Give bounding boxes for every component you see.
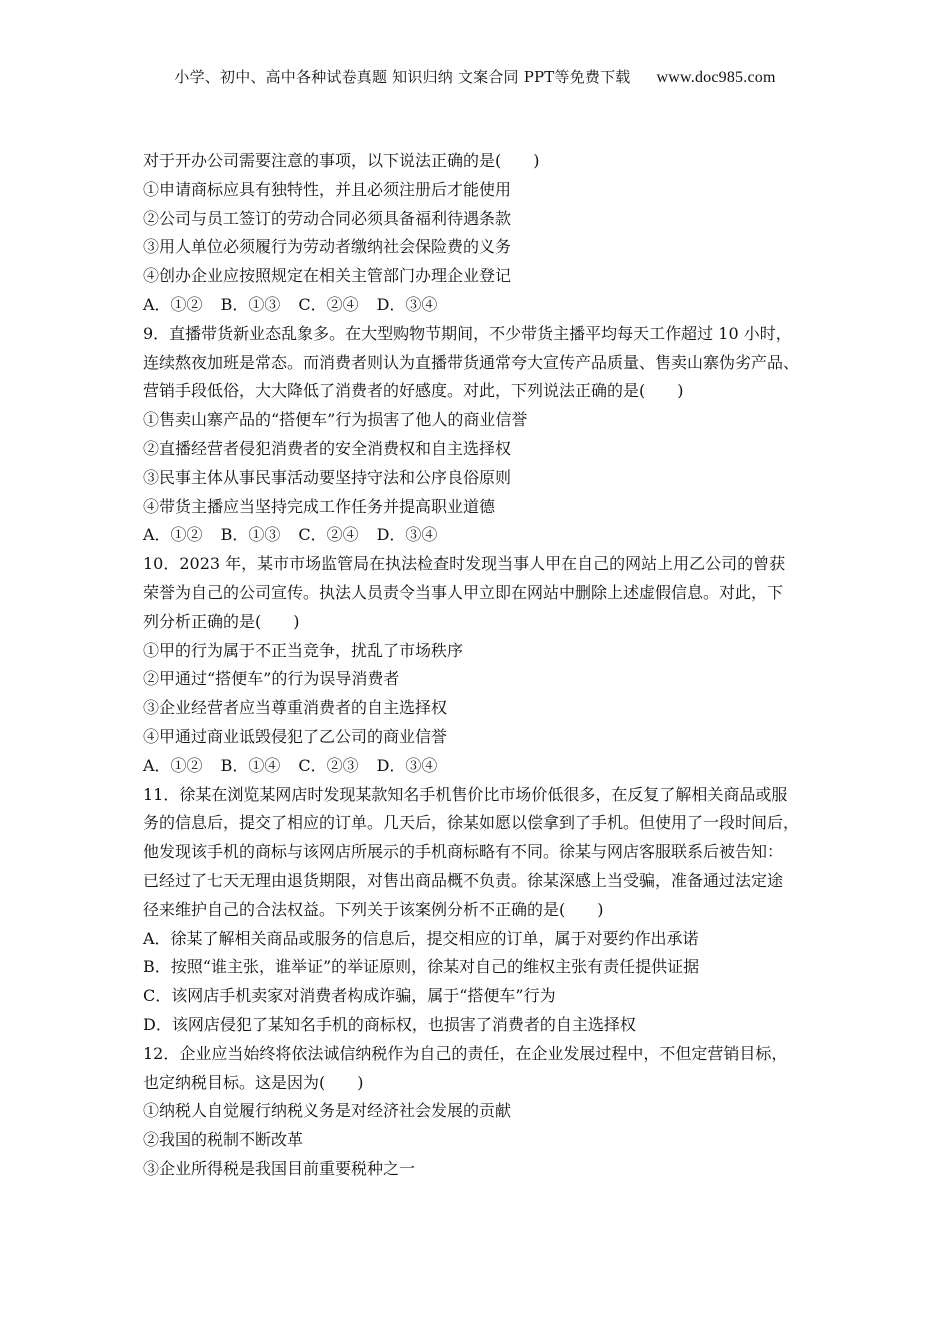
statement-item: ③企业所得税是我国目前重要税种之一 (143, 1158, 416, 1178)
choice-a: A．①② (143, 294, 203, 314)
choice-d: D．③④ (376, 755, 438, 775)
statement-item: ③用人单位必须履行为劳动者缴纳社会保险费的义务 (143, 237, 512, 257)
question-stem-line: 务的信息后，提交了相应的订单。几天后，徐某如愿以偿拿到了手机。但使用了一段时间后， (143, 813, 800, 833)
choice-b: B．①③ (220, 525, 281, 545)
answer-choices (143, 291, 823, 320)
answer-choices (143, 521, 823, 550)
question-stem-line: 已经过了七天无理由退货期限，对售出商品概不负责。徐某深感上当受骗，准备通过法定途 (143, 870, 784, 890)
question-stem-line: 荣誉为自己的公司宣传。执法人员责令当事人甲立即在网站中删除上述虚假信息。对此，下 (143, 582, 784, 602)
statement-item: ②直播经营者侵犯消费者的安全消费权和自主选择权 (143, 438, 512, 458)
question-stem-line: 也定纳税目标。这是因为( ) (143, 1072, 364, 1092)
question-10 (143, 550, 823, 780)
answer-choices (143, 752, 823, 781)
question-stem-line: 10．2023 年，某市市场监管局在执法检查时发现当事人甲在自己的网站上用乙公司的曾获 (143, 554, 786, 574)
statement-item: ①甲的行为属于不正当竞争，扰乱了市场秩序 (143, 640, 464, 660)
statement-item: ④创办企业应按照规定在相关主管部门办理企业登记 (143, 266, 512, 286)
statement-item: ①申请商标应具有独特性，并且必须注册后才能使用 (143, 179, 512, 199)
question-11 (143, 781, 823, 1040)
option-b: B．按照“谁主张，谁举证”的举证原则，徐某对自己的维权主张有责任提供证据 (143, 957, 700, 977)
option-d: D．该网店侵犯了某知名手机的商标权，也损害了消费者的自主选择权 (143, 1014, 636, 1034)
choice-b: B．①④ (220, 755, 281, 775)
question-stem-line: 连续熬夜加班是常态。而消费者则认为直播带货通常夸大宣传产品质量、售卖山寨伪劣产品、 (143, 352, 800, 372)
choice-d: D．③④ (376, 294, 438, 314)
header-site: www.doc985.com (656, 69, 776, 86)
statement-item: ③企业经营者应当尊重消费者的自主选择权 (143, 698, 448, 718)
question-stem-line: 列分析正确的是( ) (143, 611, 300, 631)
option-c: C．该网店手机卖家对消费者构成诈骗，属于“搭便车”行为 (143, 986, 556, 1006)
choice-b: B．①③ (220, 294, 281, 314)
choice-a: A．①② (143, 525, 203, 545)
question-stem-line: 9．直播带货新业态乱象多。在大型购物节期间，不少带货主播平均每天工作超过 10 小时， (143, 323, 792, 343)
question-stem-line: 12．企业应当始终将依法诚信纳税作为自己的责任，在企业发展过程中，不但定营销目标， (143, 1043, 788, 1063)
question-8 (143, 147, 823, 320)
choice-a: A．①② (143, 755, 203, 775)
question-stem-line: 他发现该手机的商标与该网店所展示的手机商标略有不同。徐某与网店客服联系后被告知： (143, 842, 784, 862)
statement-item: ①售卖山寨产品的“搭便车”行为损害了他人的商业信誉 (143, 410, 528, 430)
choice-c: C．②③ (298, 755, 359, 775)
statement-item: ③民事主体从事民事活动要坚持守法和公序良俗原则 (143, 467, 512, 487)
question-stem-line: 径来维护自己的合法权益。下列关于该案例分析不正确的是( ) (143, 899, 604, 919)
statement-item: ①纳税人自觉履行纳税义务是对经济社会发展的贡献 (143, 1101, 512, 1121)
statement-item: ②公司与员工签订的劳动合同必须具备福利待遇条款 (143, 208, 512, 228)
question-content (143, 147, 823, 1184)
statement-item: ④甲通过商业诋毁侵犯了乙公司的商业信誉 (143, 726, 448, 746)
question-9 (143, 320, 823, 550)
choice-d: D．③④ (376, 525, 438, 545)
option-a: A．徐某了解相关商品或服务的信息后，提交相应的订单，属于对要约作出承诺 (143, 928, 699, 948)
header-text: 小学、初中、高中各种试卷真题 知识归纳 文案合同 PPT等免费下载 (174, 68, 631, 86)
question-12 (143, 1040, 823, 1184)
question-stem-line: 11．徐某在浏览某网店时发现某款知名手机售价比市场价低很多，在反复了解相关商品或服 (143, 784, 788, 804)
page-header (0, 66, 950, 87)
choice-c: C．②④ (298, 525, 359, 545)
choice-c: C．②④ (298, 294, 359, 314)
statement-item: ②甲通过“搭便车”的行为误导消费者 (143, 669, 400, 689)
question-stem-line: 营销手段低俗，大大降低了消费者的好感度。对此，下列说法正确的是( ) (143, 381, 684, 401)
question-stem-line: 对于开办公司需要注意的事项，以下说法正确的是( ) (143, 151, 540, 170)
statement-item: ②我国的税制不断改革 (143, 1130, 304, 1150)
statement-item: ④带货主播应当坚持完成工作任务并提高职业道德 (143, 496, 496, 516)
